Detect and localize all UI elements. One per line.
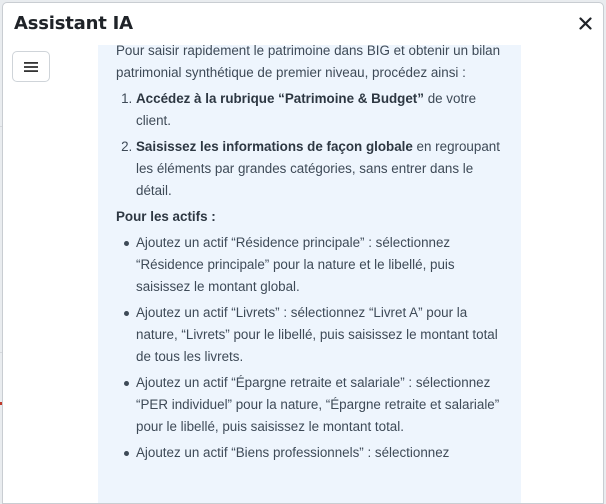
step-item	[136, 136, 509, 202]
step-title: Saisissez les informations de façon globale	[136, 139, 413, 154]
close-button[interactable]	[575, 13, 595, 33]
menu-button[interactable]	[12, 51, 50, 82]
step-text: de votre client.	[136, 91, 477, 128]
steps-list	[116, 88, 509, 202]
asset-item: Ajoutez un actif “Biens professionnels” : sélectionnez	[136, 442, 509, 464]
step-text: en regroupant les éléments par grandes catégories, sans entrer dans le détail.	[136, 139, 500, 198]
close-icon	[579, 17, 592, 30]
intro-text: Pour saisir rapidement le patrimoine dans BIG et obtenir un bilan patrimonial synthétique de premier niveau, procédez ainsi :	[116, 45, 501, 80]
assets-heading: Pour les actifs :	[116, 209, 216, 224]
assistant-modal	[2, 2, 604, 504]
modal-title: Assistant IA	[14, 13, 133, 34]
asset-item: Ajoutez un actif “Livrets” : sélectionnez “Livret A” pour la nature, “Livrets” pour le libellé, puis saisissez le montant total de tous les livrets.	[136, 302, 509, 368]
assistant-message	[98, 45, 521, 504]
menu-icon	[23, 61, 39, 73]
assets-list	[116, 232, 509, 464]
asset-item: Ajoutez un actif “Épargne retraite et salariale” : sélectionnez “PER individuel” pour la nature, “Épargne retraite et salariale” pour le libellé, puis saisissez le montant total.	[136, 372, 509, 438]
asset-item: Ajoutez un actif “Résidence principale” : sélectionnez “Résidence principale” pour la nature et le libellé, puis saisissez le montant global.	[136, 232, 509, 298]
modal-header	[3, 3, 603, 45]
step-title: Accédez à la rubrique “Patrimoine & Budget”	[136, 91, 424, 106]
step-item	[136, 88, 509, 132]
